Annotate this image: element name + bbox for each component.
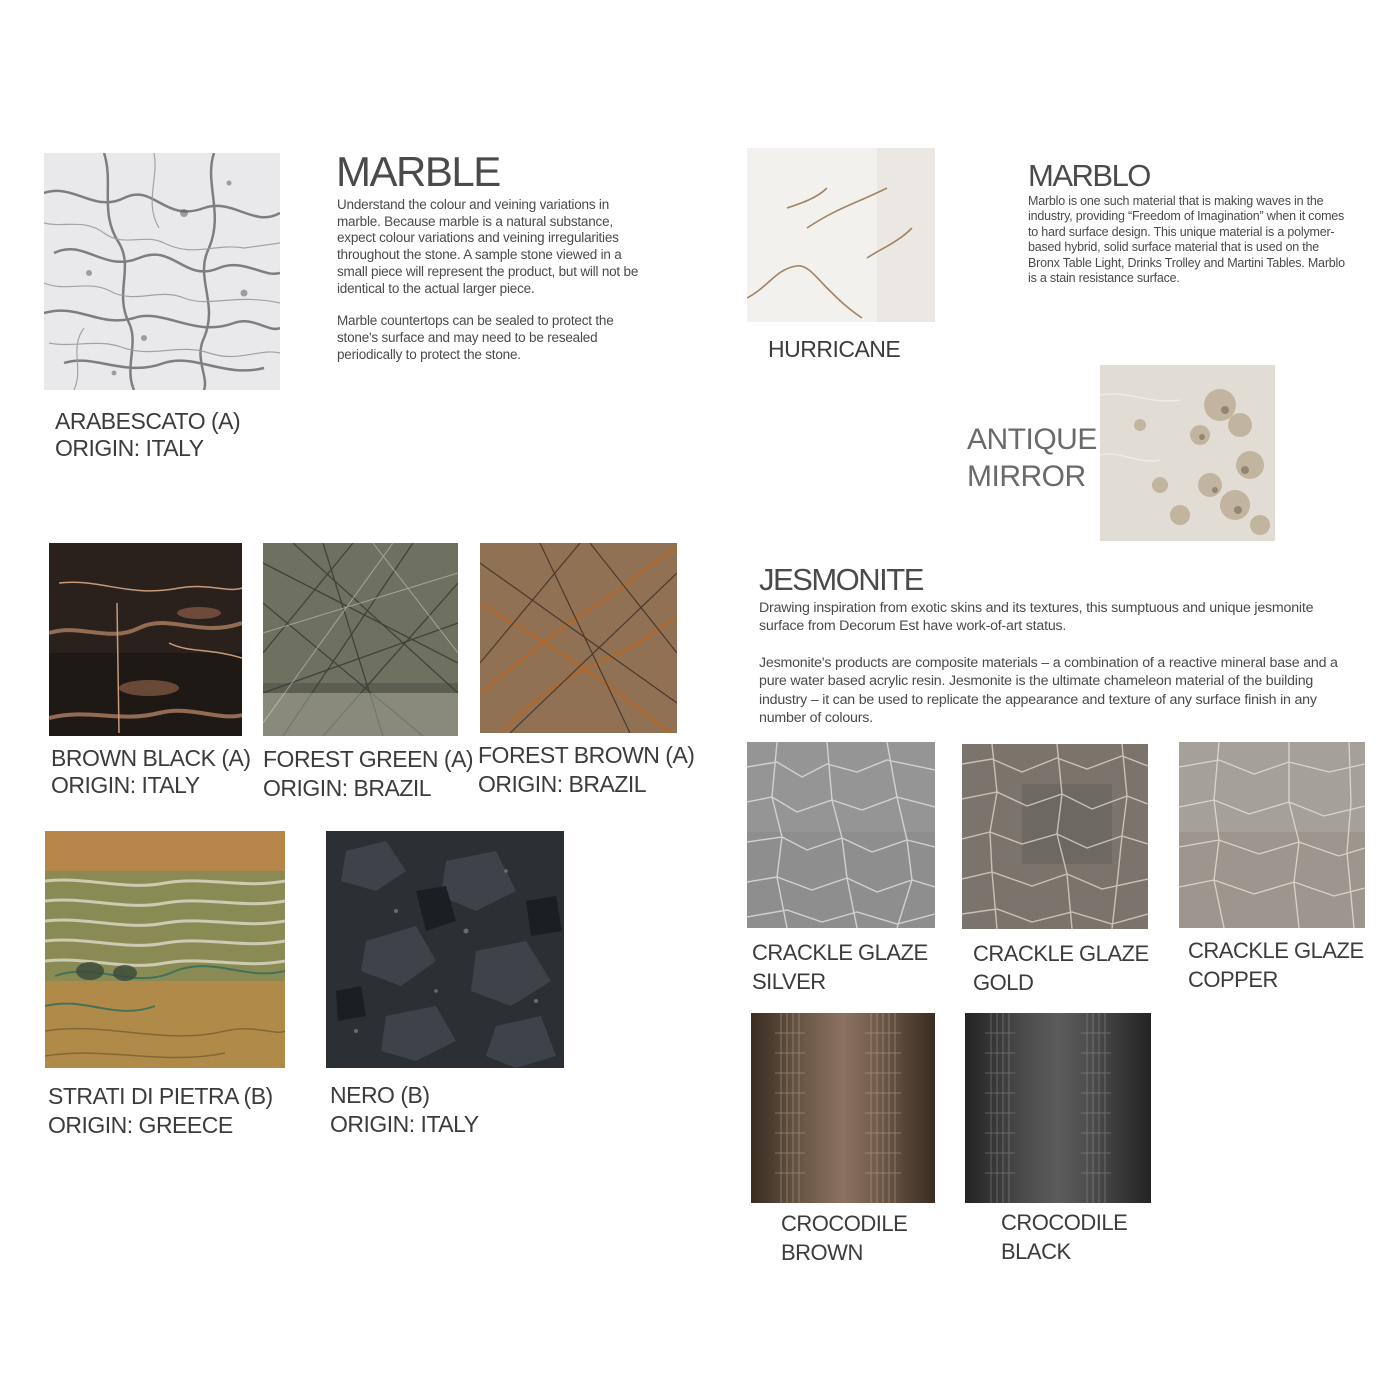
hurricane-caption <box>768 336 900 363</box>
marble-heading: MARBLE <box>336 148 500 195</box>
brown-black-origin: ORIGIN: ITALY <box>51 772 200 799</box>
marblo-paragraph: Marblo is one such material that is making waves in the industry, providing “Freedom of Imagination” when it comes to hard surface design. This unique material is a polymer-based hybrid, solid surface material that is used on the Bronx Table Light, Drinks Trolley and Martini Tables. Marblo is a stain resistance surface. <box>1028 194 1345 286</box>
marble-description <box>337 197 655 363</box>
strati-caption <box>48 1083 273 1139</box>
crackle-glaze-silver-swatch <box>747 742 935 928</box>
crackle-glaze-gold-swatch <box>962 744 1148 929</box>
hurricane-swatch <box>747 148 935 322</box>
hurricane-name: HURRICANE <box>768 336 901 362</box>
marblo-description <box>1028 194 1346 286</box>
crackle-copper-name: CRACKLE GLAZE <box>1188 938 1364 963</box>
nero-swatch <box>326 831 564 1068</box>
forest-green-caption <box>263 746 473 802</box>
crackle-silver-color: SILVER <box>752 968 826 994</box>
crocodile-black-swatch <box>965 1013 1151 1203</box>
crocodile-black-name: CROCODILE <box>1001 1210 1128 1235</box>
nero-origin: ORIGIN: ITALY <box>330 1111 479 1138</box>
marble-paragraph-2: Marble countertops can be sealed to protect the stone's surface and may need to be resealed periodically to protect the stone. <box>337 313 614 362</box>
antique-mirror-swatch <box>1100 365 1275 541</box>
forest-brown-caption <box>478 742 694 798</box>
brown-black-name: BROWN BLACK (A) <box>51 745 251 771</box>
forest-brown-origin: ORIGIN: BRAZIL <box>478 771 647 798</box>
crackle-silver-name: CRACKLE GLAZE <box>752 940 928 965</box>
brown-black-swatch <box>49 543 242 736</box>
forest-brown-name: FOREST BROWN (A) <box>478 742 695 768</box>
forest-brown-swatch <box>480 543 677 733</box>
crackle-copper-color: COPPER <box>1188 966 1278 992</box>
crackle-gold-name: CRACKLE GLAZE <box>973 941 1149 966</box>
crocodile-black-color: BLACK <box>1001 1238 1071 1264</box>
strati-name: STRATI DI PIETRA (B) <box>48 1083 273 1109</box>
crocodile-brown-name: CROCODILE <box>781 1211 908 1236</box>
arabescato-caption <box>55 408 240 462</box>
crackle-copper-caption <box>1188 938 1364 993</box>
crocodile-black-caption <box>1001 1210 1127 1265</box>
forest-green-name: FOREST GREEN (A) <box>263 746 474 772</box>
jesmonite-heading: JESMONITE <box>759 562 923 597</box>
brown-black-caption <box>51 745 251 799</box>
nero-name: NERO (B) <box>330 1082 430 1108</box>
crackle-gold-color: GOLD <box>973 969 1034 995</box>
crocodile-brown-caption <box>781 1211 907 1266</box>
antique-mirror-line2: MIRROR <box>967 460 1086 493</box>
arabescato-swatch <box>44 153 280 390</box>
crackle-gold-caption <box>973 941 1149 996</box>
jesmonite-paragraph-1: Drawing inspiration from exotic skins and its textures, this sumptuous and unique jesmonite surface from Decorum Est have work-of-art status. <box>759 600 1314 635</box>
crackle-glaze-copper-swatch <box>1179 742 1365 928</box>
strati-di-pietra-swatch <box>45 831 285 1068</box>
antique-mirror-line1: ANTIQUE <box>967 423 1097 456</box>
crackle-silver-caption <box>752 940 928 995</box>
crocodile-brown-color: BROWN <box>781 1239 863 1265</box>
forest-green-origin: ORIGIN: BRAZIL <box>263 775 432 802</box>
crocodile-brown-swatch <box>751 1013 935 1203</box>
strati-origin: ORIGIN: GREECE <box>48 1112 233 1139</box>
arabescato-origin: ORIGIN: ITALY <box>55 435 204 462</box>
forest-green-swatch <box>263 543 458 736</box>
jesmonite-description <box>759 599 1354 727</box>
marble-paragraph-1: Understand the colour and veining variations in marble. Because marble is a natural substance, expect colour variations and veining irregularities throughout the stone. A sample stone viewed in a small piece will represent the product, but will not be identical to the actual larger piece. <box>337 197 639 296</box>
marblo-heading: MARBLO <box>1028 158 1150 193</box>
antique-mirror-caption <box>967 421 1097 495</box>
nero-caption <box>330 1082 479 1138</box>
arabescato-name: ARABESCATO (A) <box>55 408 241 434</box>
jesmonite-paragraph-2: Jesmonite's products are composite materials – a combination of a reactive mineral base and a pure water based acrylic resin. Jesmonite is the ultimate chameleon material of the building industry – it can be used to replicate the appearance and texture of any surface finish in any number of colours. <box>759 654 1338 727</box>
